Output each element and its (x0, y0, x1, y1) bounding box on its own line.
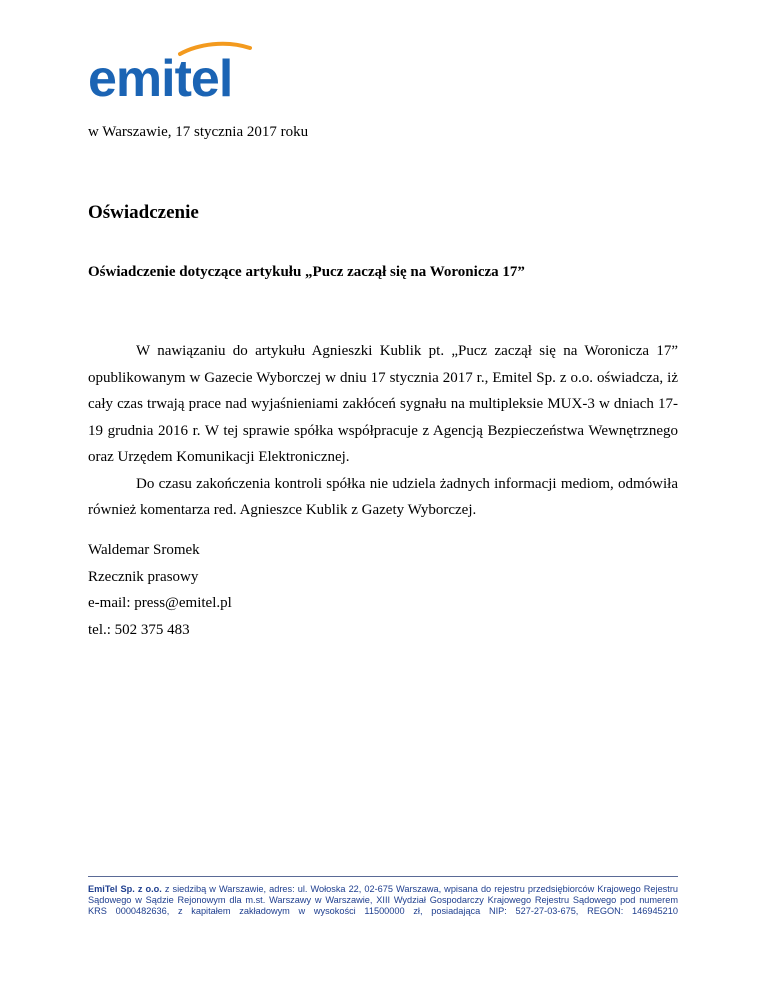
paragraph: Do czasu zakończenia kontroli spółka nie udziela żadnych informacji mediom, odmówiła również komentarza red. Agnieszce Kublik z Gazety Wyborczej. (88, 475, 678, 518)
document-subtitle: Oświadczenie dotyczące artykułu „Pucz zaczął się na Woronicza 17” (88, 264, 525, 280)
emitel-logo (88, 40, 288, 102)
date-line: w Warszawie, 17 stycznia 2017 roku (88, 124, 309, 140)
footer-divider (88, 876, 678, 877)
footer-company-details: z siedzibą w Warszawie, adres: ul. Wołoska 22, 02-675 Warszawa, wpisana do rejestru przedsiębiorców Krajowego Rejestru Sądowego w Sądzie Rejonowym dla m.st. Warszawy w Warszawie, XIII Wydział Gospodarczy Krajowego Rejestru Sądowego pod numerem KRS 0000482636, z kapitałem zakładowym w wysokości 11500000 zł, posiadająca NIP: 527-27-03-675, REGON: 146945210 (88, 884, 678, 917)
document-title: Oświadczenie (88, 202, 199, 223)
footer-company-name: EmiTel Sp. z o.o. (88, 884, 162, 894)
signature-block (88, 537, 232, 643)
signatory-role: Rzecznik prasowy (88, 568, 199, 585)
signatory-name: Waldemar Sromek (88, 542, 200, 558)
contact-phone: tel.: 502 375 483 (88, 621, 190, 638)
paragraph: W nawiązaniu do artykułu Agnieszki Kublik pt. „Pucz zaczął się na Woronicza 17” opublikowanym w Gazecie Wyborczej w dniu 17 stycznia 2017 r., Emitel Sp. z o.o. oświadcza, iż cały czas trwają prace nad wyjaśnieniami zakłóceń sygnału na multipleksie MUX-3 w dniach 17-19 grudnia 2016 r. W tej sprawie spółka współpracuje z Agencją Bezpieczeństwa Wewnętrznego oraz Urzędem Komunikacji Elektronicznej. (88, 343, 678, 465)
company-footer (88, 884, 678, 918)
logo-wordmark: emitel (88, 50, 233, 102)
statement-body (88, 338, 678, 524)
contact-email: e-mail: press@emitel.pl (88, 595, 232, 611)
